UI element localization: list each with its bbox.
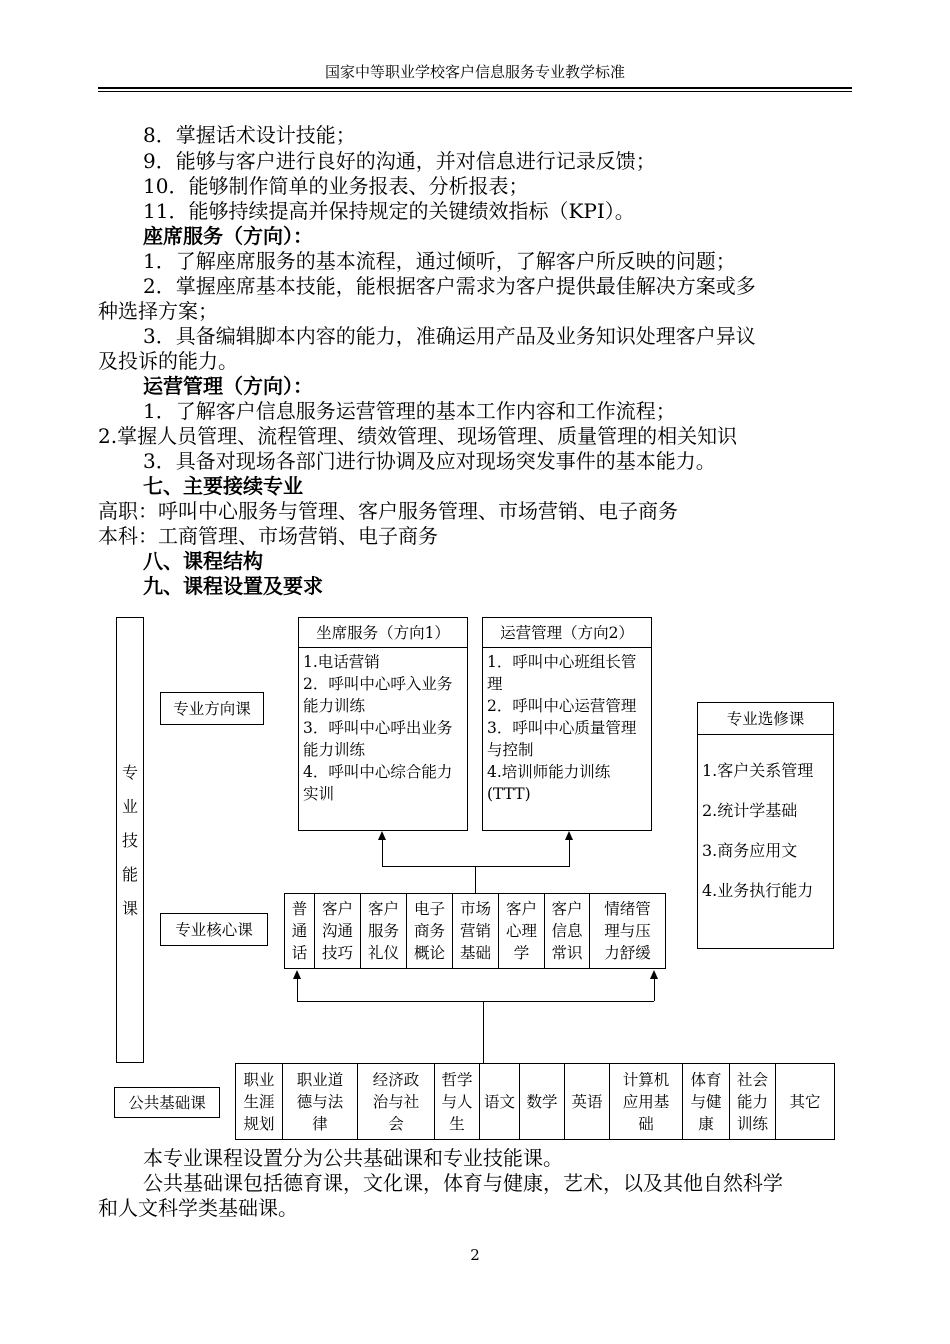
public-course: 其它 — [789, 1092, 821, 1111]
elective-courses — [697, 734, 834, 949]
connector — [382, 838, 383, 866]
text-line: 2.掌握人员管理、流程管理、绩效管理、现场管理、质量管理的相关知识 — [98, 424, 738, 448]
direction1-title: 坐席服务（方向1） — [298, 617, 468, 648]
text-line: 和人文科学类基础课。 — [98, 1196, 298, 1220]
core-course: 客户 心理 学 — [499, 894, 545, 968]
text-line: 及投诉的能力。 — [98, 349, 238, 373]
text-line: 本科：工商管理、市场营销、电子商务 — [98, 524, 438, 548]
elective-item: 3.商务应用文 — [702, 841, 798, 860]
elective-item: 4.业务执行能力 — [702, 881, 814, 900]
text-line: 11．能够持续提高并保持规定的关键绩效指标（KPI）。 — [143, 199, 635, 223]
arrow-up-icon — [378, 831, 386, 840]
core-course: 电子 商务 概论 — [407, 894, 453, 968]
page-number: 2 — [470, 1246, 480, 1264]
public-course: 职业 生涯 规划 — [236, 1064, 283, 1139]
public-course: 数学 — [520, 1064, 565, 1139]
core-course: 客户 信息 常识 — [545, 894, 590, 968]
text-line: 1．了解客户信息服务运营管理的基本工作内容和工作流程； — [143, 399, 676, 423]
public-course: 英语 — [565, 1064, 610, 1139]
direction1-courses: 1.电话营销 2．呼叫中心呼入业务能力训练 3．呼叫中心呼出业务能力训练 4．呼叫中心综合能力实训 — [298, 647, 468, 831]
core-course: 客户 服务 礼仪 — [361, 894, 407, 968]
connector — [297, 977, 298, 1001]
core-course: 普 通 话 — [285, 894, 315, 968]
connector — [483, 1001, 484, 1063]
arrow-up-icon — [650, 970, 658, 979]
connector — [475, 866, 476, 893]
elective-item: 2.统计学基础 — [702, 801, 798, 820]
header-rule — [98, 87, 852, 89]
public-course: 语文 — [480, 1064, 520, 1139]
text-line: 种选择方案； — [98, 299, 218, 323]
core-course: 情绪管 理与压 力舒缓 — [604, 900, 651, 962]
elective-title: 专业选修课 — [697, 702, 834, 735]
text-line: 3．具备编辑脚本内容的能力，准确运用产品及业务知识处理客户异议 — [143, 324, 756, 348]
direction-course-label: 专业方向课 — [160, 692, 264, 725]
text-line: 高职：呼叫中心服务与管理、客户服务管理、市场营销、电子商务 — [98, 499, 678, 523]
arrow-up-icon — [293, 970, 301, 979]
header-rule-thin — [98, 91, 852, 92]
direction2-courses: 1．呼叫中心班组长管理 2．呼叫中心运营管理 3．呼叫中心质量管理与控制 4.培训师能力训练(TTT) — [482, 647, 652, 831]
text-line: 8．掌握话术设计技能； — [143, 123, 356, 147]
text-line: 9．能够与客户进行良好的沟通，并对信息进行记录反馈； — [143, 149, 656, 173]
public-course: 体育 与健 康 — [683, 1064, 730, 1139]
connector — [654, 977, 655, 1001]
public-course: 职业道 德与法 律 — [283, 1064, 358, 1139]
connector — [569, 838, 570, 866]
public-course-label: 公共基础课 — [114, 1087, 220, 1118]
section-heading: 七、主要接续专业 — [143, 474, 303, 498]
core-courses-row — [284, 893, 666, 969]
core-course: 客户 沟通 技巧 — [315, 894, 361, 968]
section-heading: 运营管理（方向）： — [143, 374, 313, 398]
text-line: 本专业课程设置分为公共基础课和专业技能课。 — [143, 1146, 563, 1170]
public-course: 经济政 治与社 会 — [358, 1064, 435, 1139]
elective-item: 1.客户关系管理 — [702, 761, 814, 780]
text-line: 10．能够制作简单的业务报表、分析报表； — [143, 174, 529, 198]
arrow-up-icon — [565, 831, 573, 840]
text-line: 公共基础课包括德育课，文化课，体育与健康，艺术，以及其他自然科学 — [143, 1171, 783, 1195]
connector — [297, 1001, 654, 1002]
connector — [382, 866, 570, 867]
page-header: 国家中等职业学校客户信息服务专业教学标准 — [324, 63, 625, 81]
section-heading: 八、课程结构 — [143, 549, 263, 573]
public-course: 计算机 应用基 础 — [610, 1064, 683, 1139]
public-courses-row — [235, 1063, 835, 1140]
text-line: 1．了解座席服务的基本流程，通过倾听，了解客户所反映的问题； — [143, 249, 736, 273]
public-course: 社会 能力 训练 — [730, 1064, 776, 1139]
section-heading: 九、课程设置及要求 — [143, 574, 323, 598]
direction2-title: 运营管理（方向2） — [482, 617, 652, 648]
public-course: 哲学 与人 生 — [435, 1064, 480, 1139]
core-course-label: 专业核心课 — [160, 913, 268, 946]
text-line: 3．具备对现场各部门进行协调及应对现场突发事件的基本能力。 — [143, 449, 716, 473]
section-heading: 座席服务（方向）： — [143, 224, 313, 248]
text-line: 2．掌握座席基本技能，能根据客户需求为客户提供最佳解决方案或多 — [143, 274, 756, 298]
core-course: 市场 营销 基础 — [453, 894, 499, 968]
skill-course-label: 专 业 技 能 课 — [116, 617, 144, 1063]
